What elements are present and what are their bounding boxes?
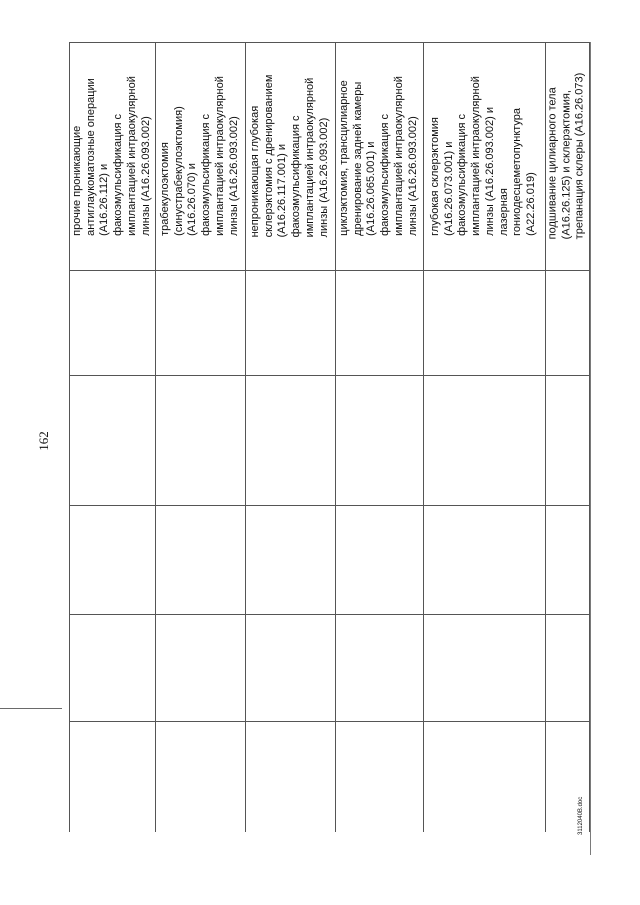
document-id: 3112040B.doc (578, 796, 584, 835)
row-divider (69, 505, 590, 506)
cell-text: подшивание цилиарного тела (A16.26.125) и склерэктомия, трепанация склеры (A16.26.073) (546, 72, 586, 240)
table-cell (245, 42, 335, 270)
page-number: 162 (36, 431, 51, 451)
cell-text: глубокая склерэктомия (A16.26.073.001) и факоэмульсификация с имплантацией интраокулярной линзы (A16.26.093.002) и лазерная гониодесцеметопунктура (A22.26.019) (429, 76, 538, 236)
table-cell (423, 42, 545, 270)
cell-text: прочие проникающие антиглаукоматозные операции (A16.26.112) и факоэмульсификация с имплантацией интраокулярной линзы (A16.26.093.002) (70, 76, 152, 236)
row-divider (69, 614, 590, 615)
cell-text: циклэктомия, трансцилиарное дренирование задней камеры (A16.26.065.001) и факоэмульсификация с имплантацией интраокулярной линзы (A16.26.093.002) (337, 76, 419, 236)
cell-text: непроникающая глубокая склерэктомия с дренированием (A16.26.117.001) и факоэмульсификация с имплантацией интраокулярной линзы (A16.26.093.002) (248, 74, 330, 238)
margin-line (0, 708, 62, 709)
side-rule (590, 42, 591, 855)
table-cell (69, 42, 155, 270)
table-cell (545, 42, 589, 270)
table-cell (155, 42, 245, 270)
cell-text: трабекулоэктомия (синустрабекулоэктомия) (A16.26.070) и факоэмульсификация с имплантацией интраокулярной линзы (A16.26.093.002) (158, 76, 240, 236)
table-cell (335, 42, 423, 270)
row-divider (69, 721, 590, 722)
row-divider (69, 270, 590, 271)
row-divider (69, 375, 590, 376)
table-border-right (589, 42, 590, 832)
